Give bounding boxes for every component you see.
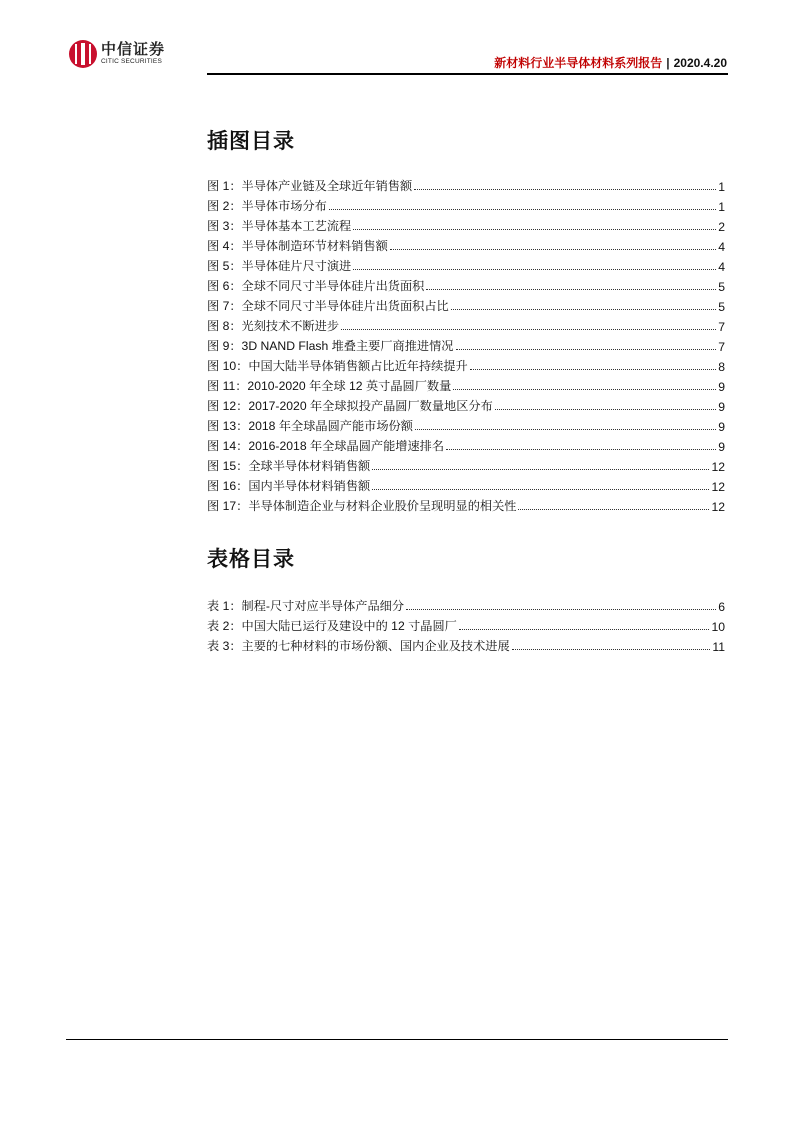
figure-toc-entry[interactable] xyxy=(207,174,725,194)
report-title: 新材料行业半导体材料系列报告 xyxy=(494,56,663,70)
toc-label[interactable]: 图 3：半导体基本工艺流程 xyxy=(207,219,352,233)
dot-leader xyxy=(512,648,711,650)
logo-cn-text: 中信证券 xyxy=(101,41,166,59)
figure-toc-entry[interactable] xyxy=(207,254,725,274)
toc-page-number[interactable]: 12 xyxy=(711,460,725,474)
dot-leader xyxy=(329,208,716,210)
toc-label[interactable]: 图 17：半导体制造企业与材料企业股价呈现明显的相关性 xyxy=(207,499,517,513)
table-toc-entry[interactable] xyxy=(207,634,725,654)
toc-page-number[interactable]: 9 xyxy=(718,420,725,434)
toc-label[interactable]: 图 12：2017-2020 年全球拟投产晶圆厂数量地区分布 xyxy=(207,399,493,413)
dot-leader xyxy=(372,488,709,490)
footer-rule xyxy=(66,1039,728,1040)
toc-page-number[interactable]: 9 xyxy=(718,440,725,454)
report-header xyxy=(494,54,727,71)
figures-list xyxy=(207,174,725,514)
dot-leader xyxy=(406,608,716,610)
figure-toc-entry[interactable] xyxy=(207,334,725,354)
dot-leader xyxy=(414,188,716,190)
figure-toc-entry[interactable] xyxy=(207,194,725,214)
toc-label[interactable]: 图 13：2018 年全球晶圆产能市场份额 xyxy=(207,419,413,433)
toc-page-number[interactable]: 5 xyxy=(718,300,725,314)
toc-label[interactable]: 图 16：国内半导体材料销售额 xyxy=(207,479,371,493)
dot-leader xyxy=(518,508,709,510)
toc-page-number[interactable]: 1 xyxy=(718,200,725,214)
dot-leader xyxy=(415,428,716,430)
toc-label[interactable]: 图 4：半导体制造环节材料销售额 xyxy=(207,239,388,253)
toc-page-number[interactable]: 10 xyxy=(711,620,725,634)
toc-page-number[interactable]: 12 xyxy=(711,500,725,514)
toc-label[interactable]: 图 7：全球不同尺寸半导体硅片出货面积占比 xyxy=(207,299,449,313)
toc-page-number[interactable]: 4 xyxy=(718,260,725,274)
toc-label[interactable]: 表 3：主要的七种材料的市场份额、国内企业及技术进展 xyxy=(207,639,510,653)
header-rule xyxy=(207,73,728,75)
toc-label[interactable]: 图 10：中国大陆半导体销售额占比近年持续提升 xyxy=(207,359,468,373)
toc-label[interactable]: 表 1：制程-尺寸对应半导体产品细分 xyxy=(207,599,405,613)
citic-logo xyxy=(69,40,165,68)
dot-leader xyxy=(390,248,716,250)
toc-page-number[interactable]: 6 xyxy=(718,600,725,614)
toc-page-number[interactable]: 1 xyxy=(718,180,725,194)
figure-toc-entry[interactable] xyxy=(207,474,725,494)
toc-page-number[interactable]: 9 xyxy=(718,400,725,414)
figure-toc-entry[interactable] xyxy=(207,454,725,474)
toc-label[interactable]: 图 15：全球半导体材料销售额 xyxy=(207,459,371,473)
toc-label[interactable]: 图 6：全球不同尺寸半导体硅片出货面积 xyxy=(207,279,425,293)
logo-en-text: CITIC SECURITIES xyxy=(101,58,162,66)
dot-leader xyxy=(459,628,710,630)
figure-toc-entry[interactable] xyxy=(207,394,725,414)
figure-toc-entry[interactable] xyxy=(207,494,725,514)
tables-heading: 表格目录 xyxy=(207,548,295,571)
dot-leader xyxy=(470,368,717,370)
dot-leader xyxy=(453,388,716,390)
toc-page-number[interactable]: 9 xyxy=(718,380,725,394)
dot-leader xyxy=(495,408,716,410)
dot-leader xyxy=(451,308,716,310)
figure-toc-entry[interactable] xyxy=(207,274,725,294)
dot-leader xyxy=(353,268,716,270)
table-toc-entry[interactable] xyxy=(207,594,725,614)
toc-label[interactable]: 图 11：2010-2020 年全球 12 英寸晶圆厂数量 xyxy=(207,379,452,393)
dot-leader xyxy=(426,288,716,290)
toc-page-number[interactable]: 7 xyxy=(718,340,725,354)
toc-page-number[interactable]: 5 xyxy=(718,280,725,294)
toc-page-number[interactable]: 4 xyxy=(718,240,725,254)
dot-leader xyxy=(372,468,709,470)
toc-page-number[interactable]: 8 xyxy=(718,360,725,374)
figure-toc-entry[interactable] xyxy=(207,314,725,334)
figure-toc-entry[interactable] xyxy=(207,354,725,374)
toc-label[interactable]: 图 9：3D NAND Flash 堆叠主要厂商推进情况 xyxy=(207,339,454,353)
citic-logo-icon xyxy=(69,40,97,68)
tables-list xyxy=(207,594,725,654)
toc-label[interactable]: 图 5：半导体硅片尺寸演进 xyxy=(207,259,352,273)
figure-toc-entry[interactable] xyxy=(207,214,725,234)
dot-leader xyxy=(341,328,716,330)
figure-toc-entry[interactable] xyxy=(207,414,725,434)
toc-page-number[interactable]: 2 xyxy=(718,220,725,234)
toc-label[interactable]: 图 14：2016-2018 年全球晶圆产能增速排名 xyxy=(207,439,445,453)
dot-leader xyxy=(456,348,717,350)
toc-label[interactable]: 图 2：半导体市场分布 xyxy=(207,199,327,213)
figure-toc-entry[interactable] xyxy=(207,294,725,314)
toc-page-number[interactable]: 11 xyxy=(712,640,725,654)
toc-page-number[interactable]: 12 xyxy=(711,480,725,494)
toc-label[interactable]: 图 1：半导体产业链及全球近年销售额 xyxy=(207,179,413,193)
toc-page-number[interactable]: 7 xyxy=(718,320,725,334)
figure-toc-entry[interactable] xyxy=(207,374,725,394)
toc-label[interactable]: 表 2：中国大陆已运行及建设中的 12 寸晶圆厂 xyxy=(207,619,457,633)
dot-leader xyxy=(446,448,716,450)
table-toc-entry[interactable] xyxy=(207,614,725,634)
report-date: 2020.4.20 xyxy=(673,56,727,70)
dot-leader xyxy=(353,228,716,230)
figure-toc-entry[interactable] xyxy=(207,234,725,254)
figure-toc-entry[interactable] xyxy=(207,434,725,454)
toc-label[interactable]: 图 8：光刻技术不断进步 xyxy=(207,319,340,333)
figures-heading: 插图目录 xyxy=(207,130,295,153)
header-separator: | xyxy=(666,56,670,70)
